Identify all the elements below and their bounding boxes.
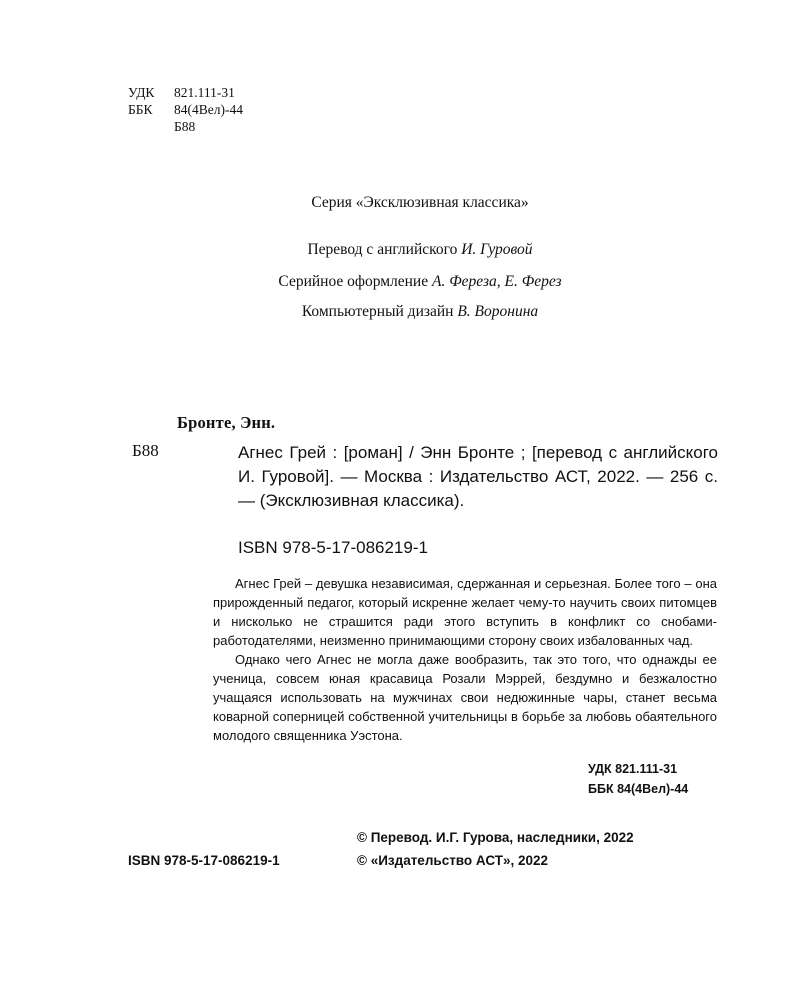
annotation xyxy=(213,574,717,745)
translation-prefix: Перевод с английского xyxy=(307,241,462,258)
author-mark-row xyxy=(128,118,243,135)
computer-design-credit xyxy=(0,303,800,321)
computer-design-prefix: Компьютерный дизайн xyxy=(301,303,458,320)
translator-name: И. Гуровой xyxy=(461,241,533,258)
entry-code: Б88 xyxy=(132,441,159,460)
bottom-classification-codes xyxy=(588,759,688,799)
designer-names: А. Фереза, Е. Ферез xyxy=(431,273,562,290)
udk-value: 821.111-31 xyxy=(174,85,235,100)
copyright-publisher: © «Издательство АСТ», 2022 xyxy=(357,853,549,868)
classification-codes xyxy=(128,84,243,135)
design-credit xyxy=(0,273,800,291)
annotation-paragraph: Агнес Грей – девушка независимая, сдержанная и серьезная. Более того – она прирожденный педагог, который искренне желает чему-то научить своих питомцев и нисколько не страшится ради этого вступить в конфликт со снобами-работодателями, неизменно принимающими сторону своих избалованных чад. xyxy=(213,576,717,648)
author-mark: Б88 xyxy=(174,119,196,134)
bottom-udk: УДК 821.111-31 xyxy=(588,762,678,776)
series-line: Серия «Эксклюзивная классика» xyxy=(311,194,529,211)
bottom-isbn: ISBN 978-5-17-086219-1 xyxy=(128,853,280,868)
design-prefix: Серийное оформление xyxy=(278,273,432,290)
bottom-bbk: ББК 84(4Вел)-44 xyxy=(588,782,689,796)
udk-label: УДК xyxy=(128,85,155,100)
bbk-label: ББК xyxy=(128,102,153,117)
bbk-value: 84(4Вел)-44 xyxy=(174,102,243,117)
bibliographic-description: Агнес Грей : [роман] / Энн Бронте ; [перевод с английского И. Гуровой]. — Москва : Издательство АСТ, 2022. — 256 с. — (Эксклюзивная классика). xyxy=(238,443,718,510)
udk-row xyxy=(128,84,243,101)
bbk-row xyxy=(128,101,243,118)
entry-isbn: ISBN 978-5-17-086219-1 xyxy=(238,538,428,557)
translation-credit xyxy=(0,241,800,259)
annotation-paragraph: Однако чего Агнес не могла даже вообразить, так это того, что однажды ее ученица, совсем юная красавица Розали Мэррей, бездумно и безжалостно учащаяся использовать на мужчинах свои недюжинные чары, станет весьма коварной соперницей собственной учительницы в борьбе за любовь обаятельного молодого священника Уэстона. xyxy=(213,652,717,743)
copyright-translation: © Перевод. И.Г. Гурова, наследники, 2022 xyxy=(357,830,634,845)
computer-designer-name: В. Воронина xyxy=(457,303,539,320)
entry-author: Бронте, Энн. xyxy=(177,413,276,432)
